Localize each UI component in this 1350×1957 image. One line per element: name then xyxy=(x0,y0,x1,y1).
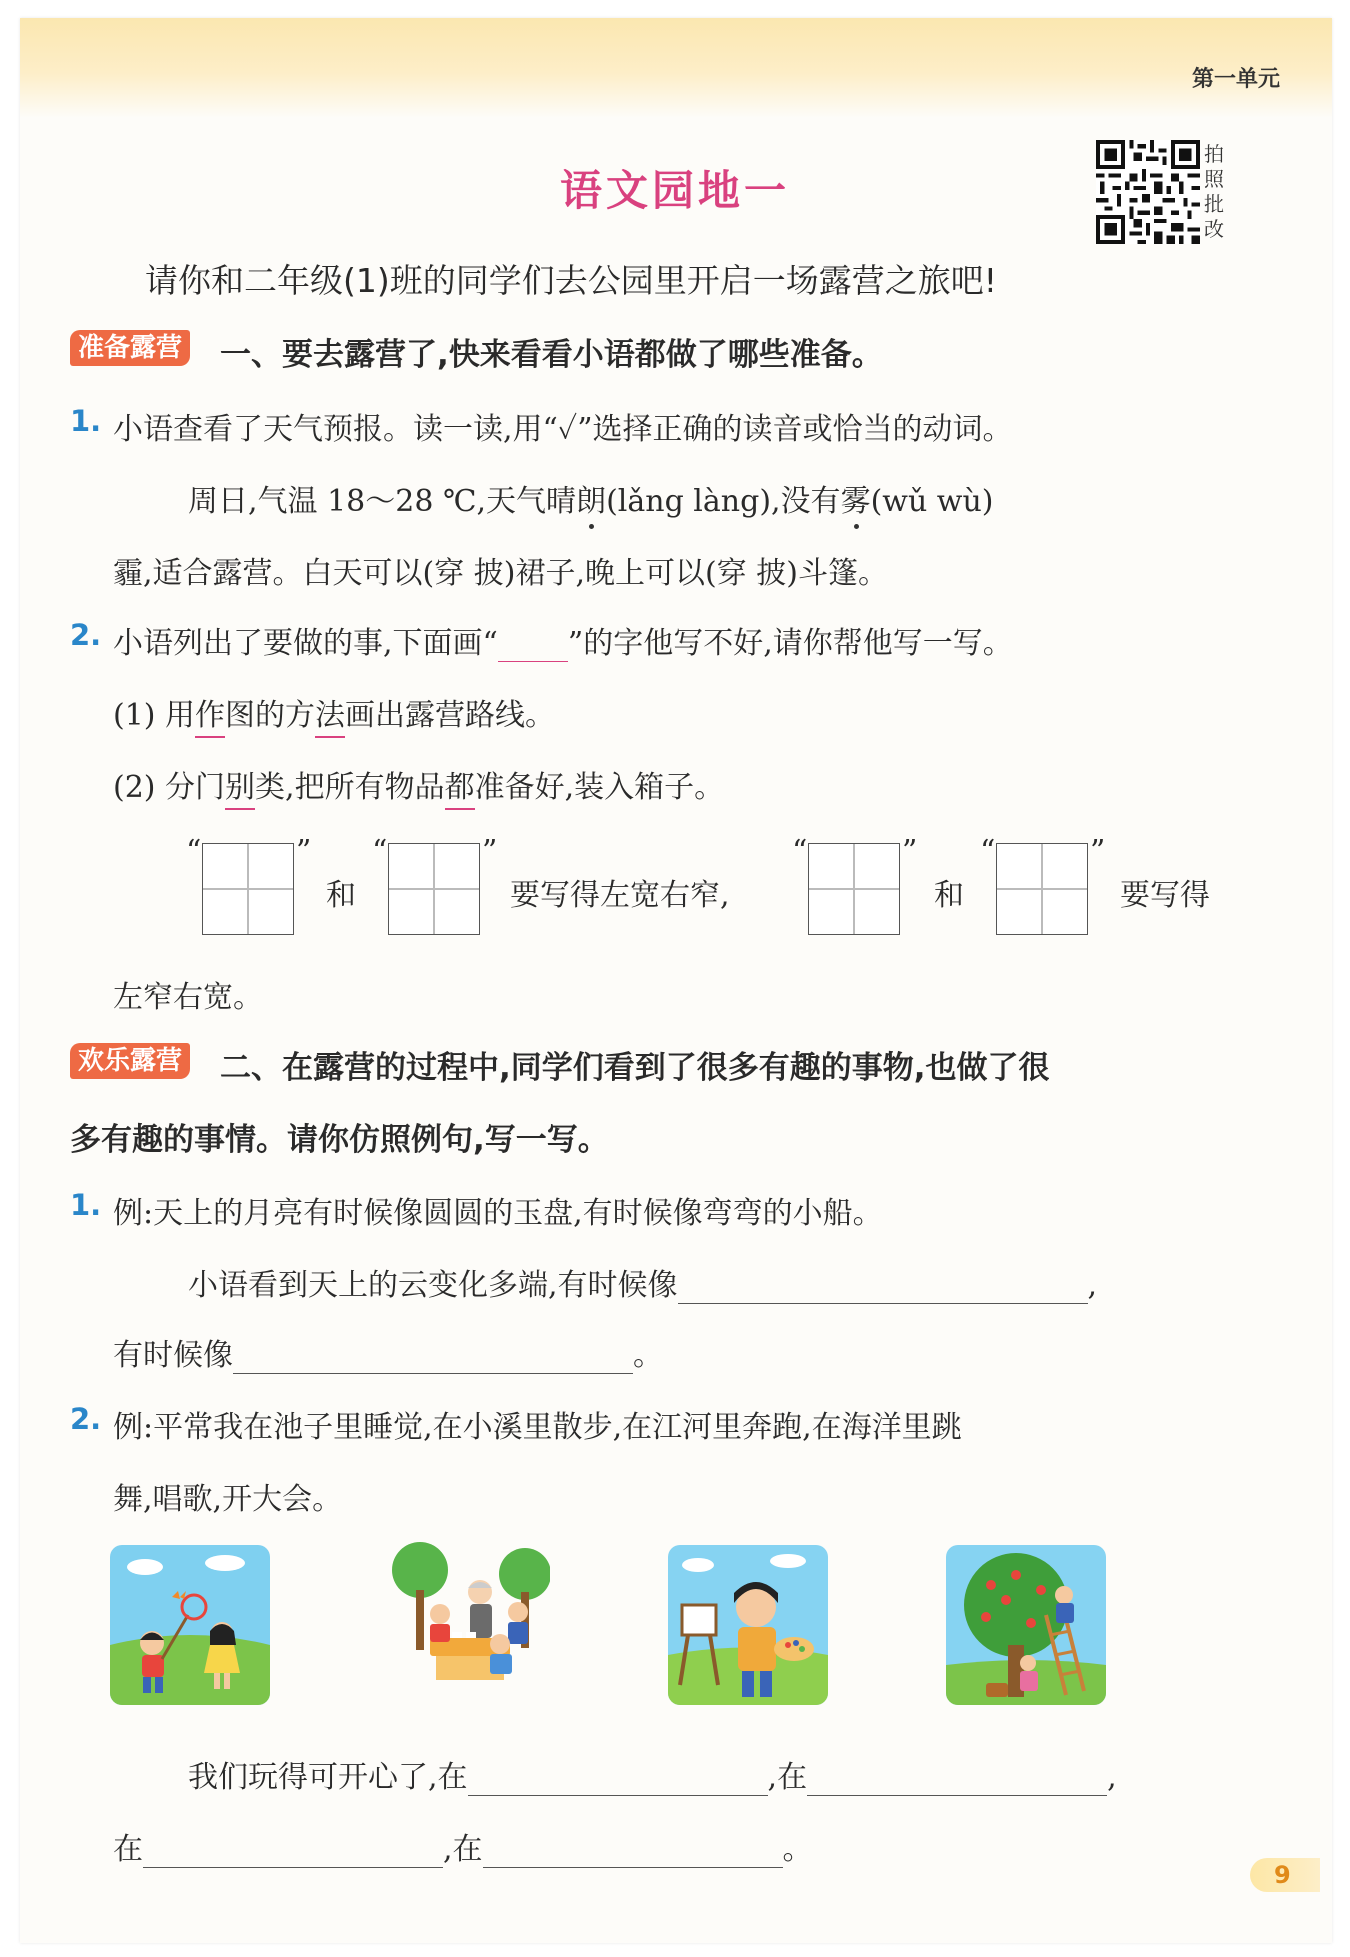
intro-text: 请你和二年级(1)班的同学们去公园里开启一场露营之旅吧! xyxy=(145,261,997,300)
fill-line-a xyxy=(188,1752,1117,1796)
item1-a: (1) 用 xyxy=(113,698,196,733)
fill-comma-1: ,在 xyxy=(767,1760,808,1795)
item2-b: 类,把所有物品 xyxy=(255,770,445,805)
fill-line-b xyxy=(113,1824,813,1868)
item1-c: 画出露营路线。 xyxy=(345,698,556,733)
q2-item1 xyxy=(113,690,555,734)
q2-text-a: 小语列出了要做的事,下面画“ xyxy=(113,626,498,661)
answer-blank-3[interactable] xyxy=(468,1761,768,1796)
answer-blank-2[interactable] xyxy=(233,1339,633,1374)
grid-row-mid: 要写得左宽右窄, xyxy=(510,878,730,913)
s2-q1-line-a xyxy=(188,1260,1097,1304)
q1-number: 1. xyxy=(70,404,102,438)
section-tag-fun: 欢乐露营 xyxy=(70,1043,190,1079)
s2-q1-line-a-text: 小语看到天上的云变化多端,有时候像 xyxy=(188,1268,678,1303)
qr-label: 拍照批改 xyxy=(1204,142,1224,241)
answer-blank-5[interactable] xyxy=(143,1833,443,1868)
dotted-char-wu: 雾 xyxy=(840,484,871,519)
q2-text-b: ”的字他写不好,请你帮他写一写。 xyxy=(567,626,1013,661)
section2-heading-a: 二、在露营的过程中,同学们看到了很多有趣的事物,也做了很 xyxy=(220,1050,1050,1086)
open-quote: “ xyxy=(372,834,388,869)
underlined-char-bie: 别 xyxy=(225,770,255,810)
section2-heading-b: 多有趣的事情。请你仿照例句,写一写。 xyxy=(70,1122,609,1158)
q1-line2-a: 周日,气温 18～28 ℃,天气晴 xyxy=(188,484,577,519)
s2-q1-line-b-text: 有时候像 xyxy=(113,1338,233,1373)
s2-q1-line-b xyxy=(113,1330,663,1374)
comma: , xyxy=(1087,1268,1098,1303)
open-quote: “ xyxy=(792,834,808,869)
open-quote: “ xyxy=(980,834,996,869)
fill-comma-3: ,在 xyxy=(443,1832,483,1867)
q2-number: 2. xyxy=(70,618,102,652)
picnic-image xyxy=(390,1540,550,1700)
q1-line2 xyxy=(188,476,994,520)
pinyin-choice-wu[interactable]: (wǔ wù) xyxy=(870,484,994,519)
close-quote: ” xyxy=(296,834,312,869)
section-tag-prepare: 准备露营 xyxy=(70,330,190,366)
open-quote: “ xyxy=(186,834,202,869)
item2-a: (2) 分门 xyxy=(113,770,226,805)
q1-line3[interactable]: 霾,适合露营。白天可以(穿 披)裙子,晚上可以(穿 披)斗篷。 xyxy=(113,556,888,591)
grid-row-end: 要写得 xyxy=(1120,878,1210,913)
answer-blank-1[interactable] xyxy=(678,1269,1088,1304)
catching-butterflies-image xyxy=(110,1545,270,1705)
q2-item2 xyxy=(113,762,724,806)
header-band xyxy=(20,18,1332,118)
close-quote: ” xyxy=(902,834,918,869)
and-1: 和 xyxy=(326,878,356,913)
q1-text: 小语查看了天气预报。读一读,用“✓”选择正确的读音或恰当的动词。 xyxy=(113,412,1013,447)
page-title: 语文园地一 xyxy=(559,166,790,215)
writing-grid-4[interactable] xyxy=(996,843,1088,935)
item2-c: 准备好,装入箱子。 xyxy=(474,770,725,805)
fill-comma-2: , xyxy=(1107,1760,1117,1795)
and-2: 和 xyxy=(934,878,964,913)
q2-text xyxy=(113,618,1013,662)
page-number: 9 xyxy=(1250,1858,1320,1892)
dotted-char-lang: 朗 xyxy=(576,484,607,519)
s2-q1-number: 1. xyxy=(70,1188,102,1222)
writing-grid-1[interactable] xyxy=(202,843,294,935)
s2-q2-example-a: 例:平常我在池子里睡觉,在小溪里散步,在江河里奔跑,在海洋里跳 xyxy=(113,1410,962,1445)
underlined-char-fa: 法 xyxy=(315,698,345,738)
item1-b: 图的方 xyxy=(225,698,316,733)
fill-b-text: 在 xyxy=(113,1832,143,1867)
unit-label: 第一单元 xyxy=(1191,67,1280,92)
fill-a-text: 我们玩得可开心了,在 xyxy=(188,1760,468,1795)
pinyin-choice-lang[interactable]: (lǎng làng),没有 xyxy=(606,484,841,519)
period: 。 xyxy=(633,1338,663,1373)
underline-sample xyxy=(498,661,568,662)
s2-q2-example-b: 舞,唱歌,开大会。 xyxy=(113,1482,343,1517)
close-quote: ” xyxy=(482,834,498,869)
underlined-char-zuo: 作 xyxy=(195,698,225,738)
fill-end: 。 xyxy=(782,1832,813,1867)
answer-blank-6[interactable] xyxy=(483,1833,783,1868)
close-quote: ” xyxy=(1090,834,1106,869)
painting-image xyxy=(668,1545,828,1705)
section1-heading: 一、要去露营了,快来看看小语都做了哪些准备。 xyxy=(220,337,883,373)
answer-blank-4[interactable] xyxy=(807,1761,1107,1796)
qr-code-icon[interactable] xyxy=(1096,140,1200,244)
picking-apples-image xyxy=(946,1545,1106,1705)
writing-grid-3[interactable] xyxy=(808,843,900,935)
s2-q2-number: 2. xyxy=(70,1402,102,1436)
grid-row-tail: 左窄右宽。 xyxy=(113,980,263,1015)
s2-q1-example: 例:天上的月亮有时候像圆圆的玉盘,有时候像弯弯的小船。 xyxy=(113,1196,883,1231)
writing-grid-2[interactable] xyxy=(388,843,480,935)
underlined-char-dou: 都 xyxy=(445,770,475,810)
